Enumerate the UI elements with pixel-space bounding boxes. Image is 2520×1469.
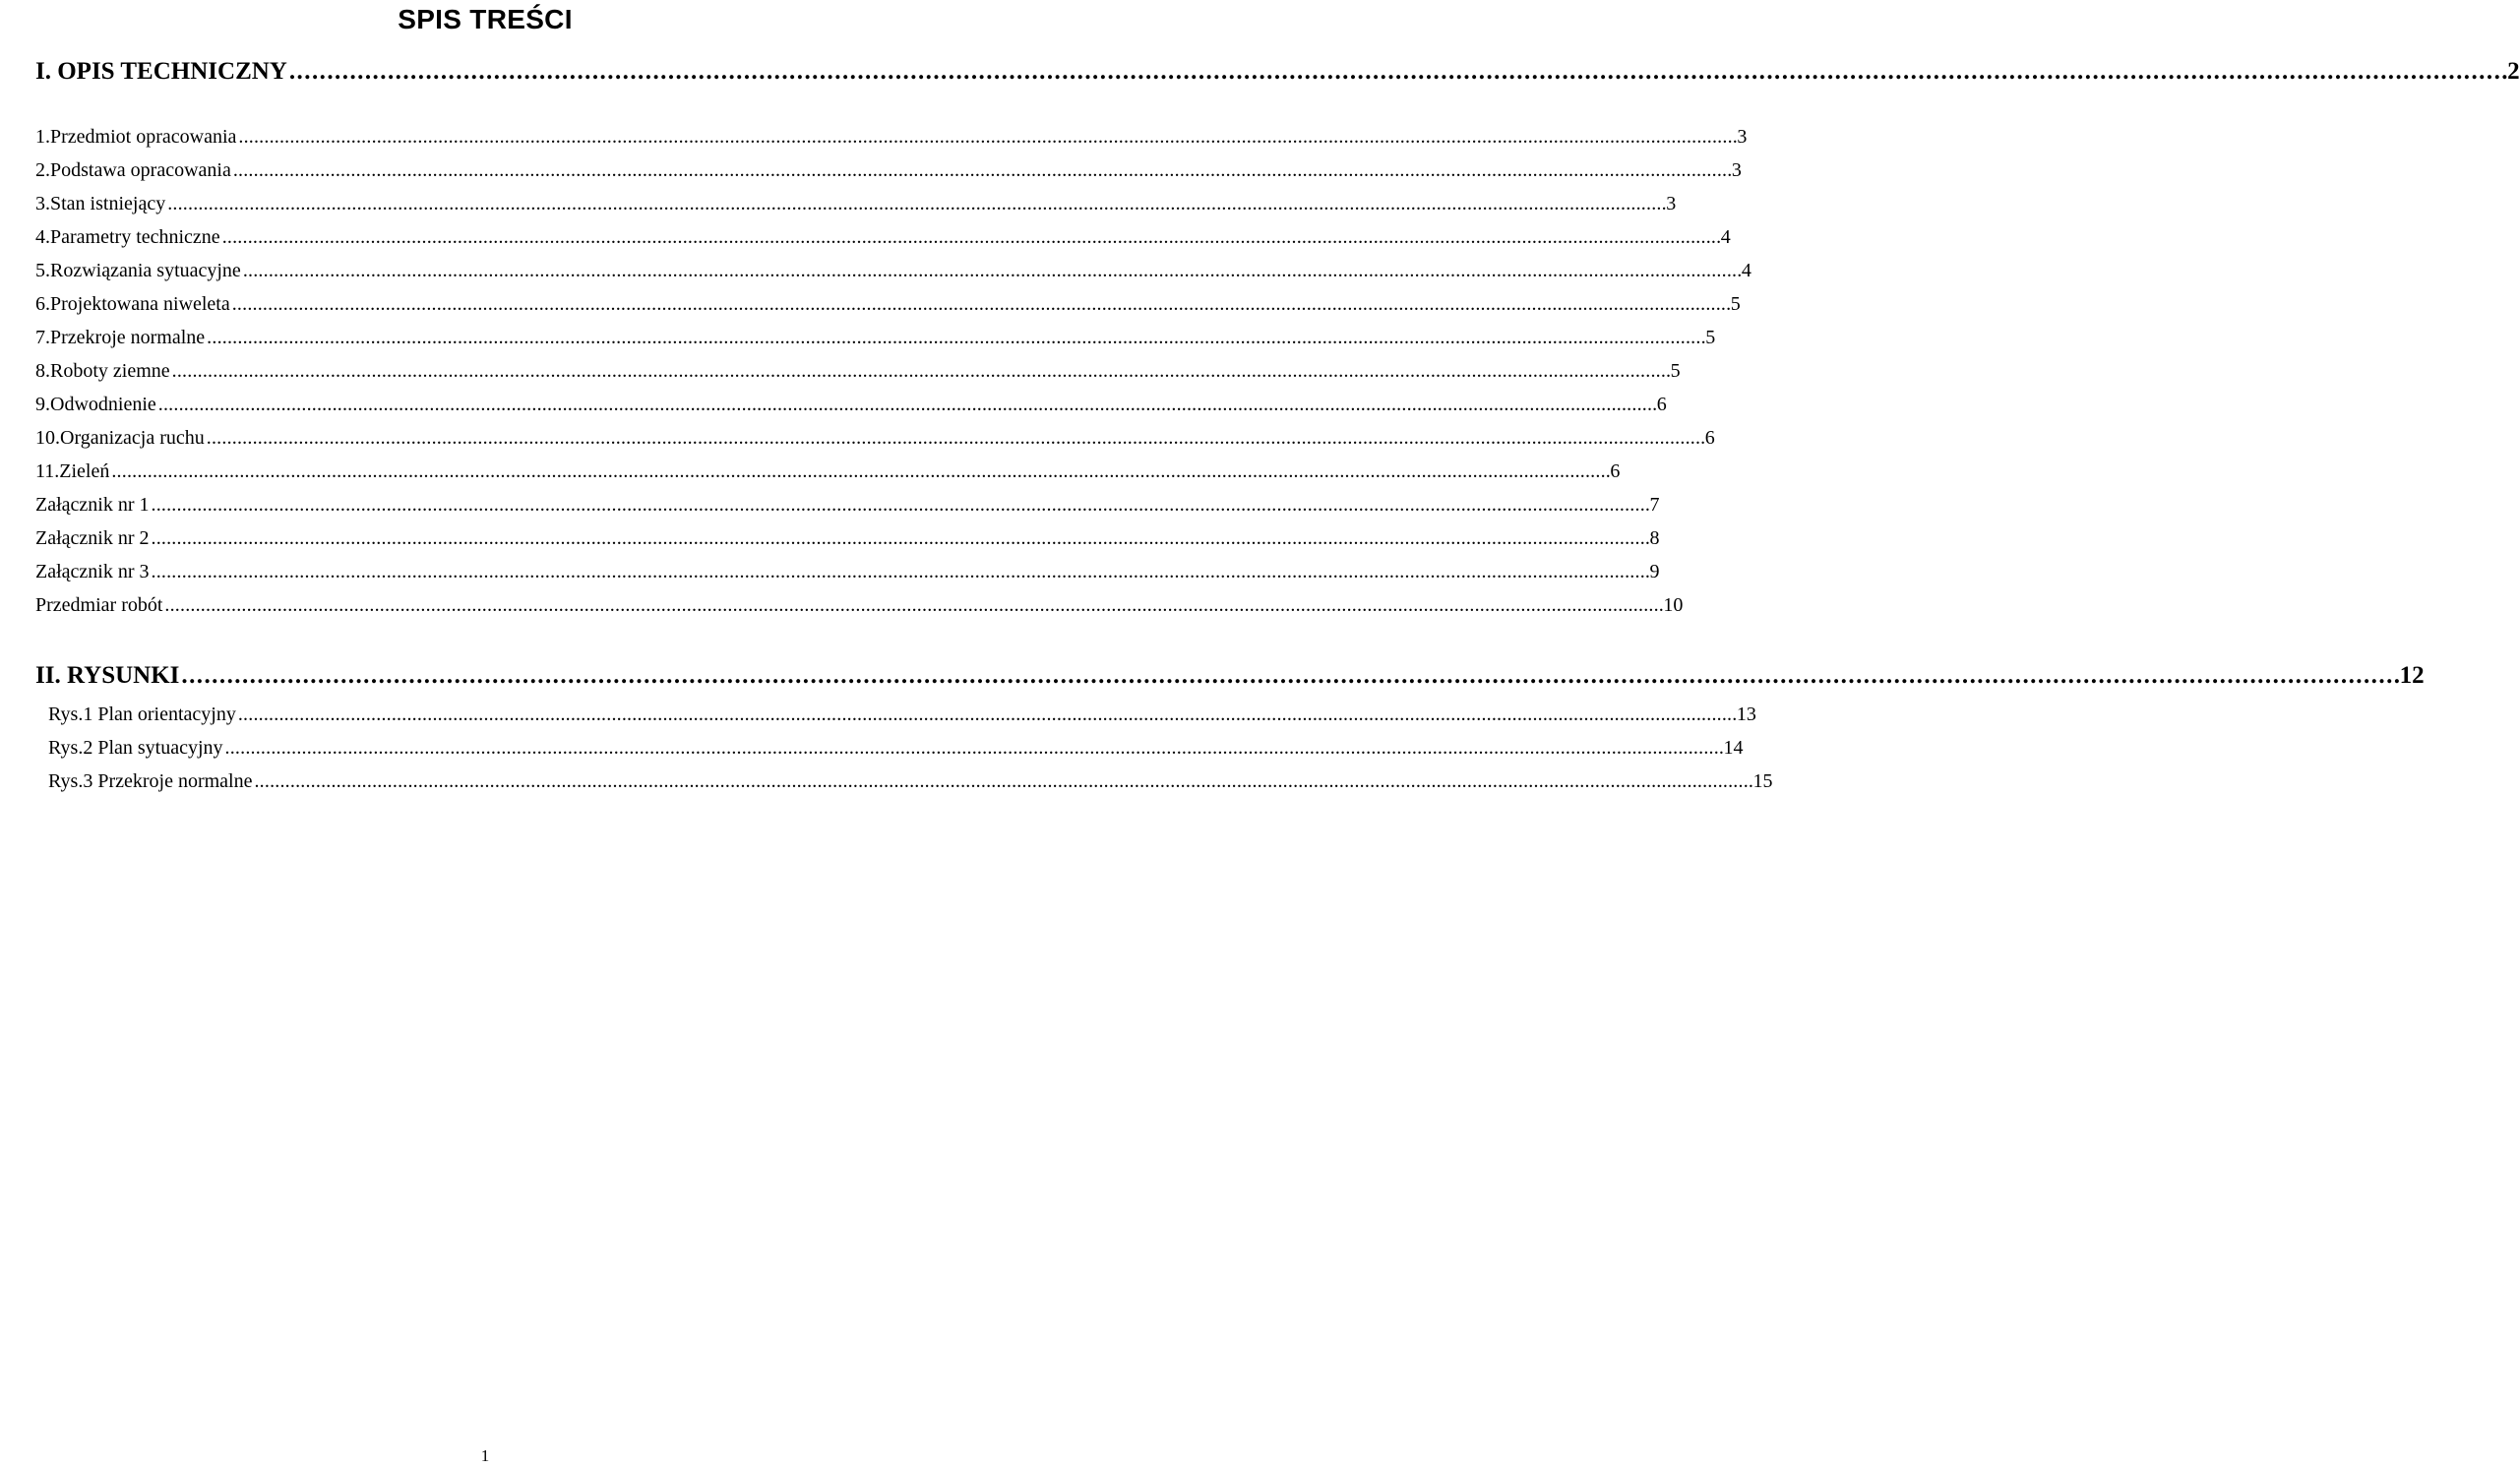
dot-leader [243, 259, 1740, 282]
drawing-label: Rys.2 Plan sytuacyjny [48, 737, 223, 759]
dot-leader [207, 326, 1703, 349]
drawing-page-number: 15 [1752, 770, 1773, 792]
item-label: Podstawa opracowania [50, 159, 231, 181]
item-label: Załącznik nr 3 [35, 561, 150, 582]
dot-leader [225, 736, 1722, 760]
item-page-number: 5 [1705, 327, 1716, 348]
toc-item[interactable] [35, 192, 1677, 215]
item-label: Organizacja ruchu [60, 427, 205, 449]
toc-item[interactable] [35, 526, 1660, 550]
item-number: 9. [35, 394, 50, 415]
dot-leader [152, 560, 1648, 583]
toc-item[interactable] [35, 459, 1621, 483]
dot-leader [289, 57, 2505, 87]
item-page-number: 8 [1649, 527, 1660, 549]
toc-item[interactable] [35, 259, 1752, 282]
item-page-number: 3 [1666, 193, 1677, 214]
item-number: 8. [35, 360, 50, 382]
item-page-number: 10 [1663, 594, 1684, 616]
item-label: Roboty ziemne [50, 360, 170, 382]
page-title: SPIS TREŚCI [398, 4, 573, 34]
item-page-number: 6 [1656, 394, 1667, 415]
item-label: Parametry techniczne [50, 226, 220, 248]
toc-item[interactable] [35, 493, 1660, 517]
toc-item[interactable] [35, 225, 1731, 249]
item-page-number: 5 [1730, 293, 1741, 315]
item-page-number: 4 [1720, 226, 1731, 248]
drawing-label: Rys.3 Przekroje normalne [48, 770, 253, 792]
dot-leader [222, 225, 1719, 249]
toc-section-opis-techniczny[interactable] [35, 57, 2520, 87]
item-page-number: 4 [1741, 260, 1752, 281]
drawing-page-number: 14 [1723, 737, 1744, 759]
footer-page-number: 1 [480, 1446, 490, 1465]
toc-item[interactable] [35, 125, 1748, 149]
dot-leader [164, 593, 1661, 617]
item-number: 2. [35, 159, 50, 181]
toc-section-rysunki[interactable] [35, 661, 2425, 691]
toc-item[interactable] [35, 393, 1667, 416]
toc-item[interactable] [35, 560, 1660, 583]
item-page-number: 6 [1610, 460, 1621, 482]
item-label: Przedmiot opracowania [50, 126, 237, 148]
toc-drawing-item[interactable] [48, 736, 1744, 760]
section-label: II. RYSUNKI [35, 662, 180, 689]
dot-leader [207, 426, 1703, 450]
dot-leader [181, 661, 2397, 691]
dot-leader [232, 292, 1729, 316]
item-number: 10. [35, 427, 60, 449]
item-page-number: 7 [1649, 494, 1660, 516]
dot-leader [233, 158, 1730, 182]
item-page-number: 5 [1670, 360, 1681, 382]
dot-leader [152, 493, 1648, 517]
dot-leader [167, 192, 1664, 215]
item-label: Odwodnienie [50, 394, 156, 415]
item-page-number: 9 [1649, 561, 1660, 582]
item-label: Przedmiar robót [35, 594, 163, 616]
section-label: I. OPIS TECHNICZNY [35, 58, 287, 85]
item-number: 3. [35, 193, 50, 214]
item-page-number: 3 [1737, 126, 1748, 148]
dot-leader [158, 393, 1655, 416]
toc-item[interactable] [35, 593, 1684, 617]
toc-drawing-item[interactable] [48, 769, 1773, 793]
toc-drawing-item[interactable] [48, 703, 1756, 726]
dot-leader [111, 459, 1608, 483]
toc-item[interactable] [35, 158, 1742, 182]
item-number: 7. [35, 327, 50, 348]
dot-leader [152, 526, 1648, 550]
toc-item[interactable] [35, 426, 1715, 450]
item-label: Stan istniejący [50, 193, 166, 214]
item-label: Zieleń [59, 460, 110, 482]
dot-leader [238, 125, 1735, 149]
dot-leader [254, 769, 1751, 793]
section-page-number: 12 [2399, 662, 2425, 689]
drawing-page-number: 13 [1736, 704, 1756, 725]
toc-item[interactable] [35, 359, 1681, 383]
item-number: 6. [35, 293, 50, 315]
dot-leader [172, 359, 1669, 383]
item-label: Przekroje normalne [50, 327, 206, 348]
toc-item[interactable] [35, 292, 1741, 316]
drawing-label: Rys.1 Plan orientacyjny [48, 704, 236, 725]
item-page-number: 6 [1704, 427, 1715, 449]
item-number: 5. [35, 260, 50, 281]
dot-leader [238, 703, 1735, 726]
item-page-number: 3 [1731, 159, 1742, 181]
item-number: 4. [35, 226, 50, 248]
item-label: Rozwiązania sytuacyjne [50, 260, 241, 281]
item-number: 11. [35, 460, 60, 482]
item-label: Projektowana niweleta [50, 293, 230, 315]
section-page-number: 2 [2507, 58, 2520, 85]
toc-item[interactable] [35, 326, 1716, 349]
item-label: Załącznik nr 2 [35, 527, 150, 549]
item-label: Załącznik nr 1 [35, 494, 150, 516]
item-number: 1. [35, 126, 50, 148]
